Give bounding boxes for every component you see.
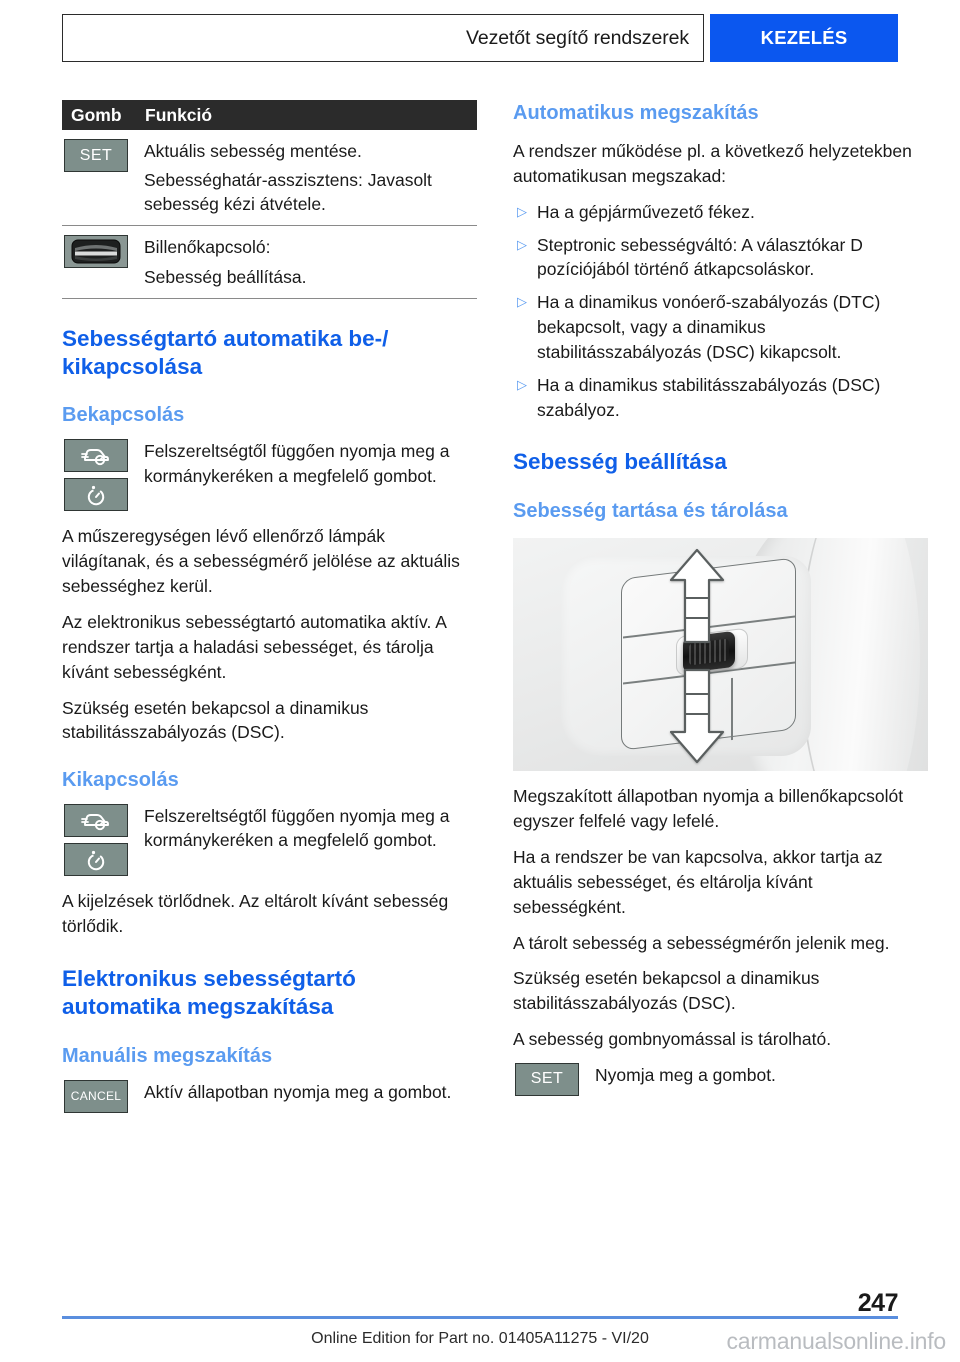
auto-interrupt-intro: A rendszer működése pl. a következő helyzetekben automatikusan megszakad: (513, 141, 912, 186)
cruise-control-timer-icon (64, 478, 128, 511)
list-item-text: Ha a gépjárművezető fékez. (537, 201, 755, 222)
cancel-instruction: Aktív állapotban nyomja meg a gombot. (144, 1081, 452, 1102)
switch-off-paragraph: A kijelzések törlődnek. Az eltárolt kívánt sebesség törlődik. (62, 891, 449, 937)
heading-speed-setting: Sebesség beállítása (513, 449, 727, 475)
switch-on-instruction: Felszereltségtől függően nyomja meg a kormánykeréken a megfelelő gombot. (144, 441, 450, 486)
table-cell-icon (62, 139, 142, 216)
table-header-button: Gomb (71, 104, 122, 125)
list-item (513, 233, 928, 283)
list-item (513, 290, 928, 365)
table-header-function: Funkció (145, 104, 213, 125)
table-cell-line: Sebesség beállítása. (144, 266, 307, 287)
rocker-switch-icon (64, 235, 128, 268)
set-instruction: Nyomja meg a gombot. (595, 1064, 776, 1085)
cruise-control-car-icon (64, 804, 128, 837)
heading-manual-interrupt: Manuális megszakítás (62, 1044, 273, 1067)
footer-edition-text: Online Edition for Part no. 01405A11275 - VI/20 (311, 1330, 649, 1347)
heading-switch-off: Kikapcsolás (62, 769, 179, 792)
page-header (62, 14, 898, 62)
button-function-table (62, 100, 477, 299)
set-button-icon-label: SET (530, 1070, 564, 1088)
table-cell-line: Billenőkapcsoló: (144, 237, 271, 258)
switch-off-icon-block (62, 804, 477, 876)
auto-interrupt-bullet-list (513, 200, 928, 423)
footer-rule (62, 1316, 898, 1319)
cruise-control-car-icon (64, 439, 128, 472)
cruise-control-timer-icon (64, 843, 128, 876)
list-item-text: Ha a dinamikus stabilitásszabályozás (DSC) szabályoz. (537, 374, 881, 420)
header-title: Vezetőt segítő rendszerek (466, 26, 689, 49)
speed-setting-paragraph: A sebesség gombnyomással is tárolható. (513, 1029, 832, 1050)
page-number: 247 (857, 1289, 898, 1317)
speed-setting-paragraph: Szükség esetén bekapcsol a dinamikus stabilitásszabályozás (DSC). (513, 968, 820, 1014)
heading-interrupt: Elektronikus sebességtartó automatika megszakítása (62, 965, 356, 1019)
set-button-icon-label: SET (79, 146, 113, 164)
heading-cruise-toggle: Sebességtartó automatika be-/ kikapcsolása (62, 325, 389, 379)
speed-setting-paragraph: Megszakított állapotban nyomja a billenőkapcsolót egyszer felfelé vagy lefelé. (513, 786, 904, 832)
header-section-tab-label: KEZELÉS (760, 27, 848, 48)
switch-on-icon-column (62, 439, 142, 511)
triangle-bullet-icon: ▷ (517, 376, 527, 392)
triangle-bullet-icon: ▷ (517, 203, 527, 219)
heading-hold-store: Sebesség tartása és tárolása (513, 500, 788, 523)
table-cell-line: Sebességhatár-asszisztens: Javasolt sebesség kézi átvétele. (144, 170, 432, 215)
cancel-button-icon-label: CANCEL (70, 1089, 122, 1104)
speed-setting-paragraph: Ha a rendszer be van kapcsolva, akkor tartja az aktuális sebességet, és eltárolja kívánt sebességként. (513, 847, 883, 917)
table-header-row (62, 100, 477, 130)
switch-on-paragraph: Az elektronikus sebességtartó automatika aktív. A rendszer tartja a haladási sebességet, és tárolja kívánt sebességként. (62, 612, 446, 682)
set-icon-block (513, 1063, 928, 1096)
list-item-text: Steptronic sebességváltó: A választókar D pozíciójából történő átkapcsoláskor. (537, 234, 863, 280)
heading-switch-on: Bekapcsolás (62, 404, 185, 427)
heading-auto-interrupt: Automatikus megszakítás (513, 102, 759, 124)
right-column (513, 100, 928, 1096)
set-button-icon (64, 139, 128, 172)
triangle-bullet-icon: ▷ (517, 236, 527, 252)
table-cell-function (142, 235, 477, 288)
cancel-icon-block (62, 1080, 477, 1113)
switch-on-icon-block (62, 439, 477, 511)
switch-on-paragraph: A műszeregységen lévő ellenőrző lámpák világítanak, és a sebességmérő jelölése az aktuális sebességhez kerül. (62, 526, 460, 597)
set-button-icon (515, 1063, 579, 1096)
pad-divider-line (731, 678, 733, 740)
arrow-up-icon (667, 546, 727, 646)
table-cell-icon (62, 235, 142, 288)
list-item-text: Ha a dinamikus vonóerő-szabályozás (DTC) bekapcsolt, vagy a dinamikus stabilitásszabályozás (DSC) kikapcsolt. (537, 292, 881, 362)
table-row (62, 130, 477, 226)
triangle-bullet-icon: ▷ (517, 294, 527, 310)
arrow-down-icon (667, 666, 727, 766)
header-title-box (62, 14, 704, 62)
cancel-icon-column (62, 1080, 142, 1113)
set-icon-column (513, 1063, 593, 1096)
switch-off-icon-column (62, 804, 142, 876)
cancel-button-icon (64, 1080, 128, 1113)
header-section-tab (710, 14, 898, 62)
table-row (62, 226, 477, 298)
switch-off-instruction: Felszereltségtől függően nyomja meg a kormánykeréken a megfelelő gombot. (144, 806, 450, 851)
left-column (62, 100, 477, 1113)
switch-on-paragraph: Szükség esetén bekapcsol a dinamikus stabilitásszabályozás (DSC). (62, 697, 369, 743)
list-item (513, 200, 928, 225)
table-cell-function (142, 139, 477, 216)
watermark: carmanualsonline.info (726, 1328, 946, 1354)
list-item (513, 373, 928, 423)
table-cell-line: Aktuális sebesség mentése. (144, 141, 362, 161)
speed-setting-paragraph: A tárolt sebesség a sebességmérőn jelenik meg. (513, 932, 890, 953)
steering-wheel-rim-inner (800, 538, 920, 771)
steering-wheel-rocker-switch-illustration (513, 538, 928, 771)
